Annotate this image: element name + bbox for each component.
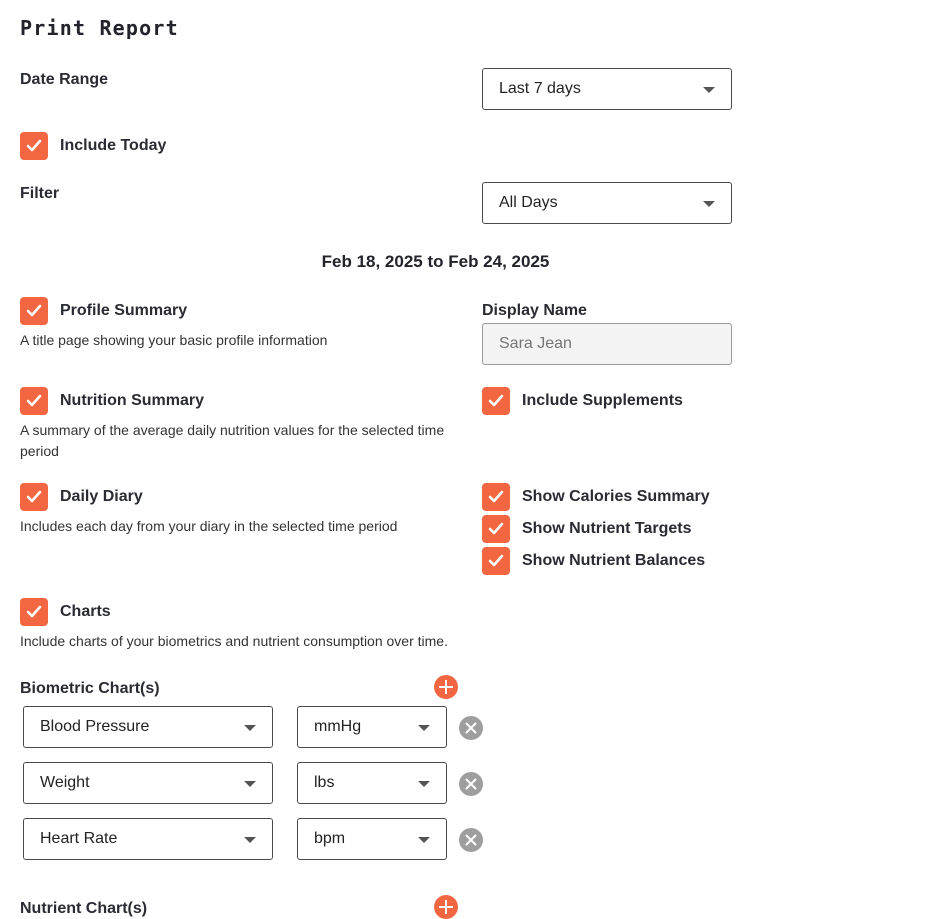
daily-diary-checkbox[interactable]	[20, 483, 48, 511]
filter-label: Filter	[20, 185, 60, 202]
biometric-unit-value: mmHg	[314, 718, 362, 735]
close-icon	[465, 722, 477, 734]
remove-chart-button[interactable]	[459, 772, 483, 796]
daily-diary-label: Daily Diary	[60, 488, 143, 505]
chevron-down-icon	[703, 87, 715, 93]
show-calories-summary-checkbox[interactable]	[482, 483, 510, 511]
chevron-down-icon	[244, 837, 256, 843]
biometric-metric-value: Blood Pressure	[40, 718, 150, 735]
biometric-charts-label: Biometric Chart(s)	[20, 680, 160, 697]
add-nutrient-chart-button[interactable]	[434, 895, 458, 919]
show-nutrient-balances-checkbox[interactable]	[482, 547, 510, 575]
show-nutrient-targets-checkbox[interactable]	[482, 515, 510, 543]
include-today-label: Include Today	[60, 137, 167, 154]
biometric-unit-value: lbs	[314, 774, 335, 791]
show-nutrient-targets-label: Show Nutrient Targets	[522, 520, 692, 537]
biometric-unit-select[interactable]	[297, 762, 447, 804]
biometric-unit-value: bpm	[314, 830, 346, 847]
include-supplements-label: Include Supplements	[522, 392, 683, 409]
daily-diary-description: Includes each day from your diary in the selected time period	[20, 518, 398, 534]
check-icon	[488, 554, 504, 568]
include-today-checkbox[interactable]	[20, 132, 48, 160]
chevron-down-icon	[703, 201, 715, 207]
show-calories-summary-label: Show Calories Summary	[522, 488, 710, 505]
biometric-unit-select[interactable]	[297, 706, 447, 748]
remove-chart-button[interactable]	[459, 828, 483, 852]
add-biometric-chart-button[interactable]	[434, 675, 458, 699]
check-icon	[26, 490, 42, 504]
nutrient-charts-label: Nutrient Chart(s)	[20, 900, 148, 917]
date-range-select[interactable]	[482, 68, 732, 110]
charts-description: Include charts of your biometrics and nutrient consumption over time.	[20, 633, 448, 649]
chevron-down-icon	[418, 837, 430, 843]
close-icon	[465, 778, 477, 790]
close-icon	[465, 834, 477, 846]
check-icon	[26, 394, 42, 408]
chevron-down-icon	[244, 725, 256, 731]
show-nutrient-balances-label: Show Nutrient Balances	[522, 552, 706, 569]
date-range-value: Last 7 days	[499, 80, 581, 97]
chevron-down-icon	[418, 725, 430, 731]
date-range-text: Feb 18, 2025 to Feb 24, 2025	[321, 252, 550, 271]
charts-checkbox[interactable]	[20, 598, 48, 626]
check-icon	[26, 139, 42, 153]
display-name-input[interactable]	[482, 323, 732, 365]
remove-chart-button[interactable]	[459, 716, 483, 740]
nutrition-summary-description: A summary of the average daily nutrition values for the selected time period	[20, 422, 445, 459]
biometric-metric-select[interactable]	[23, 762, 273, 804]
chevron-down-icon	[418, 781, 430, 787]
charts-label: Charts	[60, 603, 111, 620]
page-title: Print Report	[20, 16, 179, 40]
filter-select[interactable]	[482, 182, 732, 224]
nutrition-summary-label: Nutrition Summary	[60, 392, 205, 409]
biometric-metric-value: Heart Rate	[40, 830, 118, 847]
check-icon	[26, 304, 42, 318]
chevron-down-icon	[244, 781, 256, 787]
nutrition-summary-checkbox[interactable]	[20, 387, 48, 415]
filter-value: All Days	[499, 194, 558, 211]
profile-summary-label: Profile Summary	[60, 302, 188, 319]
profile-summary-description: A title page showing your basic profile information	[20, 332, 328, 348]
display-name-label: Display Name	[482, 302, 587, 319]
check-icon	[488, 522, 504, 536]
biometric-unit-select[interactable]	[297, 818, 447, 860]
biometric-metric-value: Weight	[40, 774, 90, 791]
check-icon	[488, 394, 504, 408]
check-icon	[26, 605, 42, 619]
profile-summary-checkbox[interactable]	[20, 297, 48, 325]
date-range-label: Date Range	[20, 71, 109, 88]
include-supplements-checkbox[interactable]	[482, 387, 510, 415]
biometric-metric-select[interactable]	[23, 706, 273, 748]
check-icon	[488, 490, 504, 504]
biometric-metric-select[interactable]	[23, 818, 273, 860]
